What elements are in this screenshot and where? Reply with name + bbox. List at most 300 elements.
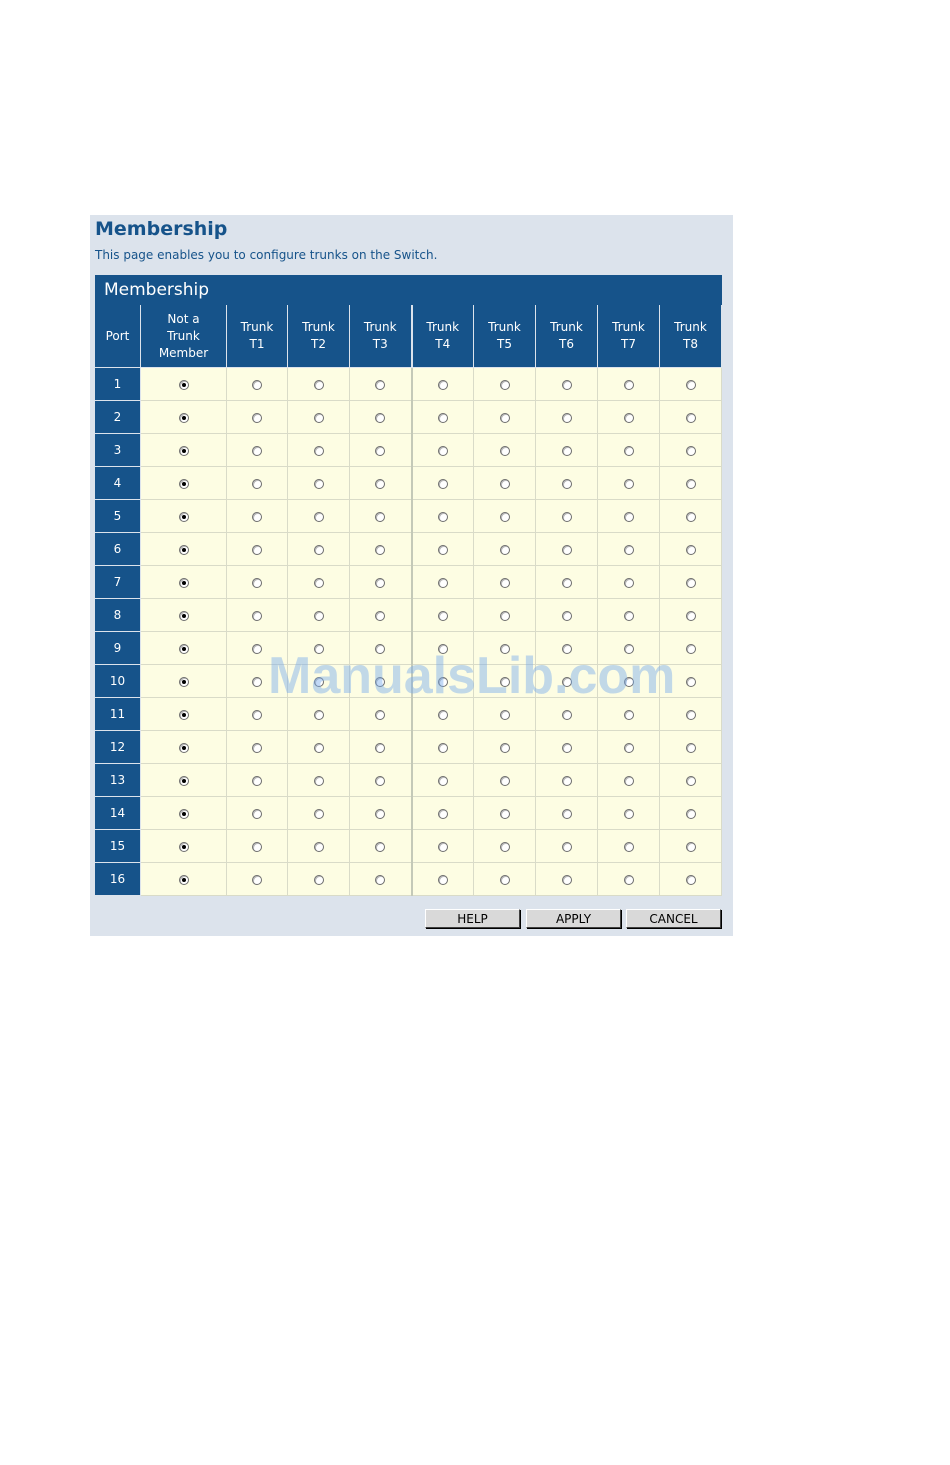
- radio-cell: [227, 665, 288, 698]
- radio-trunk-t2[interactable]: [314, 875, 324, 885]
- radio-cell: [536, 368, 598, 401]
- radio-trunk-t2[interactable]: [314, 611, 324, 621]
- radio-trunk-t4[interactable]: [438, 809, 448, 819]
- radio-trunk-t5[interactable]: [500, 413, 510, 423]
- radio-cell: [598, 797, 660, 830]
- section-header: Membership: [95, 275, 722, 305]
- radio-trunk-t6[interactable]: [562, 446, 572, 456]
- radio-trunk-t3[interactable]: [375, 776, 385, 786]
- radio-trunk-t3[interactable]: [375, 743, 385, 753]
- radio-cell: [660, 401, 722, 434]
- radio-trunk-t3[interactable]: [375, 677, 385, 687]
- radio-trunk-t8[interactable]: [686, 512, 696, 522]
- column-header-trunk-t1: [227, 305, 288, 368]
- radio-cell: [660, 764, 722, 797]
- radio-trunk-t4[interactable]: [438, 380, 448, 390]
- radio-not-trunk-member[interactable]: [179, 446, 189, 456]
- radio-trunk-t8[interactable]: [686, 875, 696, 885]
- radio-cell: [660, 797, 722, 830]
- radio-cell: [288, 566, 350, 599]
- radio-not-trunk-member[interactable]: [179, 809, 189, 819]
- radio-trunk-t6[interactable]: [562, 611, 572, 621]
- column-header-text: T5: [497, 337, 512, 351]
- radio-cell: [227, 698, 288, 731]
- radio-trunk-t1[interactable]: [252, 842, 262, 852]
- radio-cell: [598, 830, 660, 863]
- radio-trunk-t1[interactable]: [252, 776, 262, 786]
- radio-not-trunk-member[interactable]: [179, 413, 189, 423]
- radio-trunk-t2[interactable]: [314, 644, 324, 654]
- radio-trunk-t7[interactable]: [624, 380, 634, 390]
- column-header-text: Trunk: [302, 320, 335, 334]
- radio-cell: [350, 698, 412, 731]
- radio-trunk-t7[interactable]: [624, 710, 634, 720]
- radio-trunk-t6[interactable]: [562, 644, 572, 654]
- radio-cell: [350, 401, 412, 434]
- watermark: ManualsLib.com: [268, 647, 676, 705]
- radio-trunk-t3[interactable]: [375, 446, 385, 456]
- radio-trunk-t6[interactable]: [562, 578, 572, 588]
- table-row: [95, 368, 722, 401]
- port-number: 3: [95, 434, 141, 467]
- radio-trunk-t3[interactable]: [375, 842, 385, 852]
- radio-trunk-t1[interactable]: [252, 875, 262, 885]
- radio-trunk-t6[interactable]: [562, 776, 572, 786]
- radio-cell: [536, 500, 598, 533]
- radio-not-trunk-member[interactable]: [179, 743, 189, 753]
- radio-trunk-t1[interactable]: [252, 611, 262, 621]
- radio-not-trunk-member[interactable]: [179, 380, 189, 390]
- radio-cell: [227, 500, 288, 533]
- radio-cell: [288, 533, 350, 566]
- radio-cell: [227, 599, 288, 632]
- radio-trunk-t3[interactable]: [375, 512, 385, 522]
- radio-cell: [350, 368, 412, 401]
- radio-not-trunk-member[interactable]: [179, 644, 189, 654]
- radio-trunk-t5[interactable]: [500, 512, 510, 522]
- port-number: 10: [95, 665, 141, 698]
- radio-not-trunk-member[interactable]: [179, 479, 189, 489]
- radio-cell: [227, 863, 288, 896]
- radio-trunk-t7[interactable]: [624, 875, 634, 885]
- radio-cell: [536, 599, 598, 632]
- port-number: 12: [95, 731, 141, 764]
- radio-cell: [227, 368, 288, 401]
- radio-cell: [350, 764, 412, 797]
- radio-trunk-t6[interactable]: [562, 380, 572, 390]
- radio-trunk-t7[interactable]: [624, 644, 634, 654]
- radio-cell: [141, 500, 227, 533]
- radio-trunk-t7[interactable]: [624, 677, 634, 687]
- radio-cell: [227, 533, 288, 566]
- radio-trunk-t2[interactable]: [314, 842, 324, 852]
- radio-trunk-t8[interactable]: [686, 809, 696, 819]
- radio-trunk-t8[interactable]: [686, 743, 696, 753]
- column-header-text: T4: [435, 337, 451, 351]
- radio-trunk-t1[interactable]: [252, 545, 262, 555]
- radio-cell: [288, 632, 350, 665]
- radio-cell: [288, 731, 350, 764]
- radio-cell: [474, 863, 536, 896]
- radio-cell: [350, 500, 412, 533]
- radio-trunk-t2[interactable]: [314, 776, 324, 786]
- radio-not-trunk-member[interactable]: [179, 611, 189, 621]
- radio-trunk-t1[interactable]: [252, 380, 262, 390]
- radio-trunk-t4[interactable]: [438, 842, 448, 852]
- radio-trunk-t4[interactable]: [438, 776, 448, 786]
- radio-cell: [660, 863, 722, 896]
- column-header-trunk-t2: [288, 305, 350, 368]
- port-number: 15: [95, 830, 141, 863]
- radio-trunk-t8[interactable]: [686, 578, 696, 588]
- column-header-text: Trunk: [240, 320, 274, 334]
- radio-trunk-t1[interactable]: [252, 446, 262, 456]
- radio-trunk-t7[interactable]: [624, 842, 634, 852]
- radio-trunk-t2[interactable]: [314, 413, 324, 423]
- radio-trunk-t8[interactable]: [686, 677, 696, 687]
- radio-cell: [660, 830, 722, 863]
- radio-cell: [412, 434, 474, 467]
- radio-cell: [288, 665, 350, 698]
- radio-trunk-t6[interactable]: [562, 413, 572, 423]
- radio-cell: [227, 566, 288, 599]
- radio-trunk-t4[interactable]: [438, 644, 448, 654]
- radio-cell: [412, 764, 474, 797]
- radio-trunk-t8[interactable]: [686, 611, 696, 621]
- radio-trunk-t3[interactable]: [375, 413, 385, 423]
- radio-cell: [288, 368, 350, 401]
- radio-trunk-t5[interactable]: [500, 809, 510, 819]
- radio-trunk-t2[interactable]: [314, 512, 324, 522]
- radio-trunk-t5[interactable]: [500, 710, 510, 720]
- radio-cell: [598, 863, 660, 896]
- radio-cell: [660, 665, 722, 698]
- radio-trunk-t3[interactable]: [375, 611, 385, 621]
- page-title: Membership: [95, 218, 228, 240]
- radio-trunk-t1[interactable]: [252, 809, 262, 819]
- radio-trunk-t3[interactable]: [375, 380, 385, 390]
- radio-trunk-t3[interactable]: [375, 710, 385, 720]
- radio-cell: [598, 533, 660, 566]
- column-header-text: T2: [311, 337, 326, 351]
- radio-trunk-t7[interactable]: [624, 776, 634, 786]
- port-number: 9: [95, 632, 141, 665]
- table-row: [95, 467, 722, 500]
- radio-trunk-t4[interactable]: [438, 413, 448, 423]
- radio-trunk-t1[interactable]: [252, 479, 262, 489]
- radio-trunk-t3[interactable]: [375, 578, 385, 588]
- radio-trunk-t6[interactable]: [562, 545, 572, 555]
- radio-cell: [350, 731, 412, 764]
- radio-trunk-t3[interactable]: [375, 644, 385, 654]
- radio-trunk-t5[interactable]: [500, 578, 510, 588]
- radio-trunk-t2[interactable]: [314, 578, 324, 588]
- radio-cell: [288, 797, 350, 830]
- radio-trunk-t7[interactable]: [624, 611, 634, 621]
- radio-cell: [227, 764, 288, 797]
- column-header-text: Trunk: [674, 320, 707, 334]
- radio-cell: [536, 698, 598, 731]
- radio-cell: [598, 731, 660, 764]
- radio-cell: [598, 401, 660, 434]
- radio-cell: [660, 368, 722, 401]
- radio-trunk-t7[interactable]: [624, 578, 634, 588]
- radio-trunk-t1[interactable]: [252, 512, 262, 522]
- radio-trunk-t4[interactable]: [438, 545, 448, 555]
- radio-cell: [412, 698, 474, 731]
- radio-trunk-t7[interactable]: [624, 413, 634, 423]
- table-row: [95, 797, 722, 830]
- radio-trunk-t7[interactable]: [624, 809, 634, 819]
- radio-trunk-t2[interactable]: [314, 545, 324, 555]
- radio-trunk-t5[interactable]: [500, 479, 510, 489]
- column-header-text: Trunk: [426, 320, 460, 334]
- radio-not-trunk-member[interactable]: [179, 677, 189, 687]
- radio-trunk-t2[interactable]: [314, 710, 324, 720]
- radio-trunk-t8[interactable]: [686, 842, 696, 852]
- radio-cell: [141, 401, 227, 434]
- radio-cell: [474, 731, 536, 764]
- radio-cell: [288, 764, 350, 797]
- radio-cell: [141, 698, 227, 731]
- radio-trunk-t8[interactable]: [686, 380, 696, 390]
- radio-cell: [598, 368, 660, 401]
- radio-cell: [660, 599, 722, 632]
- radio-trunk-t8[interactable]: [686, 545, 696, 555]
- table-row: [95, 566, 722, 599]
- table-row: [95, 731, 722, 764]
- radio-trunk-t3[interactable]: [375, 875, 385, 885]
- radio-cell: [474, 368, 536, 401]
- radio-trunk-t5[interactable]: [500, 842, 510, 852]
- radio-trunk-t2[interactable]: [314, 380, 324, 390]
- radio-cell: [227, 434, 288, 467]
- port-number: 1: [95, 368, 141, 401]
- table-row: [95, 434, 722, 467]
- radio-trunk-t1[interactable]: [252, 710, 262, 720]
- radio-trunk-t1[interactable]: [252, 578, 262, 588]
- radio-cell: [412, 599, 474, 632]
- radio-cell: [474, 797, 536, 830]
- radio-cell: [598, 500, 660, 533]
- radio-trunk-t5[interactable]: [500, 677, 510, 687]
- radio-cell: [660, 434, 722, 467]
- radio-cell: [141, 797, 227, 830]
- radio-trunk-t5[interactable]: [500, 611, 510, 621]
- table-row: [95, 500, 722, 533]
- radio-not-trunk-member[interactable]: [179, 842, 189, 852]
- column-header-text: Not a: [167, 311, 200, 326]
- radio-trunk-t5[interactable]: [500, 644, 510, 654]
- radio-cell: [227, 830, 288, 863]
- radio-cell: [350, 566, 412, 599]
- radio-cell: [350, 665, 412, 698]
- radio-not-trunk-member[interactable]: [179, 545, 189, 555]
- radio-cell: [660, 698, 722, 731]
- radio-cell: [412, 533, 474, 566]
- radio-cell: [598, 698, 660, 731]
- radio-cell: [474, 467, 536, 500]
- radio-cell: [660, 566, 722, 599]
- column-header-text: T1: [249, 337, 265, 351]
- radio-cell: [350, 863, 412, 896]
- radio-trunk-t6[interactable]: [562, 479, 572, 489]
- radio-trunk-t8[interactable]: [686, 644, 696, 654]
- radio-trunk-t6[interactable]: [562, 875, 572, 885]
- radio-cell: [288, 500, 350, 533]
- radio-cell: [141, 599, 227, 632]
- radio-trunk-t7[interactable]: [624, 545, 634, 555]
- radio-not-trunk-member[interactable]: [179, 776, 189, 786]
- radio-trunk-t4[interactable]: [438, 875, 448, 885]
- radio-cell: [412, 665, 474, 698]
- radio-cell: [474, 566, 536, 599]
- column-header-not-member: [141, 305, 227, 368]
- radio-trunk-t2[interactable]: [314, 743, 324, 753]
- radio-cell: [141, 434, 227, 467]
- radio-cell: [350, 533, 412, 566]
- port-number: 14: [95, 797, 141, 830]
- radio-trunk-t6[interactable]: [562, 809, 572, 819]
- radio-cell: [412, 401, 474, 434]
- radio-trunk-t3[interactable]: [375, 479, 385, 489]
- radio-trunk-t4[interactable]: [438, 479, 448, 489]
- radio-cell: [227, 797, 288, 830]
- radio-cell: [141, 368, 227, 401]
- radio-trunk-t5[interactable]: [500, 875, 510, 885]
- radio-not-trunk-member[interactable]: [179, 578, 189, 588]
- radio-cell: [660, 533, 722, 566]
- port-number: 4: [95, 467, 141, 500]
- radio-cell: [660, 500, 722, 533]
- radio-trunk-t5[interactable]: [500, 446, 510, 456]
- radio-cell: [141, 533, 227, 566]
- radio-trunk-t4[interactable]: [438, 677, 448, 687]
- radio-cell: [288, 863, 350, 896]
- radio-cell: [288, 599, 350, 632]
- radio-trunk-t5[interactable]: [500, 380, 510, 390]
- radio-trunk-t6[interactable]: [562, 710, 572, 720]
- radio-trunk-t5[interactable]: [500, 743, 510, 753]
- radio-cell: [598, 764, 660, 797]
- cancel-button[interactable]: CANCEL: [626, 909, 721, 928]
- radio-trunk-t2[interactable]: [314, 446, 324, 456]
- radio-trunk-t2[interactable]: [314, 677, 324, 687]
- radio-cell: [536, 830, 598, 863]
- radio-trunk-t1[interactable]: [252, 644, 262, 654]
- radio-trunk-t2[interactable]: [314, 809, 324, 819]
- radio-cell: [474, 500, 536, 533]
- radio-trunk-t7[interactable]: [624, 743, 634, 753]
- port-number: 8: [95, 599, 141, 632]
- column-header-trunk-t8: [660, 305, 722, 368]
- radio-trunk-t2[interactable]: [314, 479, 324, 489]
- membership-panel: [90, 215, 733, 936]
- radio-trunk-t6[interactable]: [562, 512, 572, 522]
- table-row: [95, 665, 722, 698]
- radio-trunk-t1[interactable]: [252, 743, 262, 753]
- apply-button[interactable]: APPLY: [526, 909, 621, 928]
- radio-cell: [350, 632, 412, 665]
- port-number: 6: [95, 533, 141, 566]
- radio-trunk-t8[interactable]: [686, 710, 696, 720]
- table-row: [95, 632, 722, 665]
- column-header-text: Member: [158, 345, 209, 360]
- radio-cell: [536, 764, 598, 797]
- radio-cell: [598, 434, 660, 467]
- help-button[interactable]: HELP: [425, 909, 520, 928]
- radio-not-trunk-member[interactable]: [179, 710, 189, 720]
- column-header-text: T8: [683, 337, 698, 351]
- radio-trunk-t4[interactable]: [438, 446, 448, 456]
- radio-trunk-t6[interactable]: [562, 743, 572, 753]
- radio-trunk-t4[interactable]: [438, 578, 448, 588]
- radio-trunk-t6[interactable]: [562, 842, 572, 852]
- radio-cell: [536, 632, 598, 665]
- radio-cell: [474, 434, 536, 467]
- radio-cell: [598, 665, 660, 698]
- radio-cell: [350, 599, 412, 632]
- column-header-text: T7: [621, 337, 636, 351]
- column-header-trunk-t4: [412, 305, 474, 368]
- radio-cell: [660, 731, 722, 764]
- radio-not-trunk-member[interactable]: [179, 875, 189, 885]
- table-header-row: [95, 305, 722, 368]
- radio-not-trunk-member[interactable]: [179, 512, 189, 522]
- radio-cell: [412, 797, 474, 830]
- column-header-trunk-t6: [536, 305, 598, 368]
- column-header-trunk-t7: [598, 305, 660, 368]
- radio-trunk-t4[interactable]: [438, 710, 448, 720]
- radio-cell: [141, 665, 227, 698]
- table-row: [95, 599, 722, 632]
- radio-trunk-t5[interactable]: [500, 545, 510, 555]
- radio-trunk-t3[interactable]: [375, 809, 385, 819]
- radio-cell: [288, 830, 350, 863]
- page-description: This page enables you to configure trunks on the Switch.: [95, 248, 438, 262]
- radio-trunk-t4[interactable]: [438, 611, 448, 621]
- radio-trunk-t1[interactable]: [252, 677, 262, 687]
- radio-cell: [474, 830, 536, 863]
- radio-trunk-t5[interactable]: [500, 776, 510, 786]
- radio-cell: [288, 434, 350, 467]
- radio-cell: [141, 632, 227, 665]
- radio-trunk-t8[interactable]: [686, 446, 696, 456]
- radio-trunk-t7[interactable]: [624, 512, 634, 522]
- radio-cell: [288, 698, 350, 731]
- radio-cell: [412, 566, 474, 599]
- radio-cell: [536, 566, 598, 599]
- radio-trunk-t3[interactable]: [375, 545, 385, 555]
- column-header-text: Port: [105, 328, 130, 343]
- radio-cell: [536, 863, 598, 896]
- radio-trunk-t7[interactable]: [624, 479, 634, 489]
- radio-cell: [141, 830, 227, 863]
- radio-cell: [474, 632, 536, 665]
- radio-trunk-t8[interactable]: [686, 413, 696, 423]
- radio-cell: [536, 731, 598, 764]
- radio-trunk-t4[interactable]: [438, 512, 448, 522]
- port-number: 7: [95, 566, 141, 599]
- column-header-text: Trunk: [550, 320, 583, 334]
- radio-trunk-t1[interactable]: [252, 413, 262, 423]
- table-row: [95, 401, 722, 434]
- radio-trunk-t4[interactable]: [438, 743, 448, 753]
- radio-trunk-t6[interactable]: [562, 677, 572, 687]
- radio-trunk-t8[interactable]: [686, 479, 696, 489]
- radio-trunk-t8[interactable]: [686, 776, 696, 786]
- radio-trunk-t7[interactable]: [624, 446, 634, 456]
